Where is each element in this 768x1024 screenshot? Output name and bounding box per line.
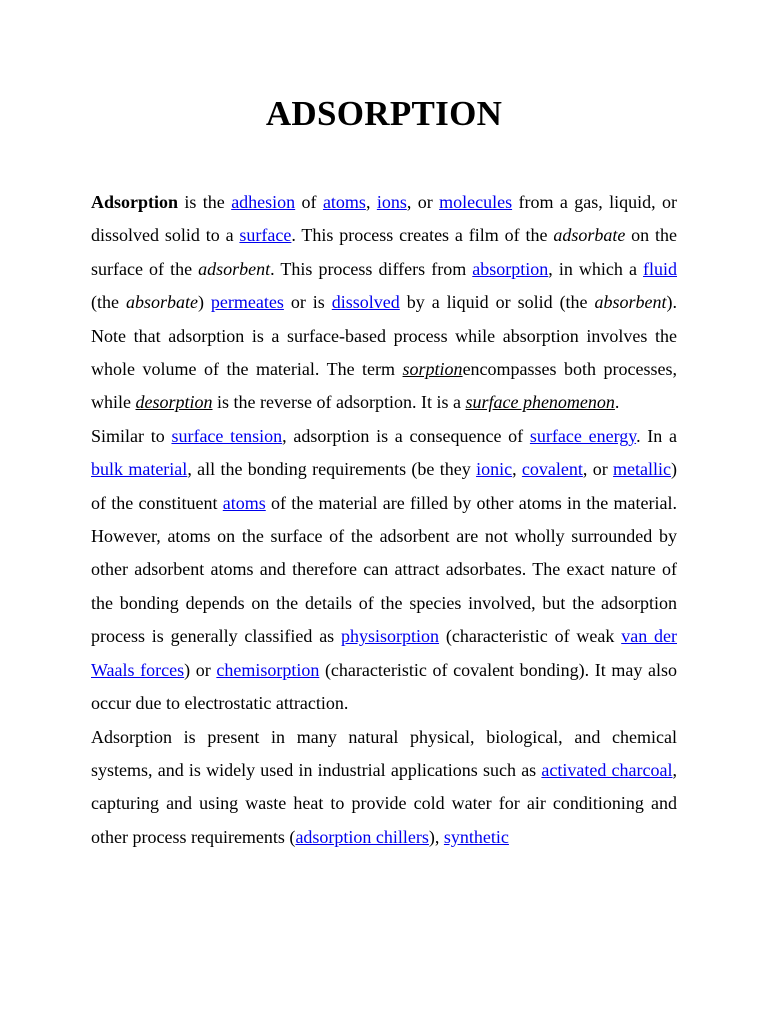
text: . This process creates a film of the [291,225,554,246]
text: , capturing and using waste heat to provide cold water for air conditioning and other process requirements ( [91,759,677,847]
link-synthetic[interactable]: synthetic [443,826,509,847]
term-desorption: desorption [135,392,213,413]
text: from a gas, liquid, or dissolved solid to a [91,192,677,246]
text: . [614,392,620,413]
term-adsorbate: adsorbate [553,225,626,246]
term-sorption: sorption [402,359,463,380]
text: is the [178,192,232,212]
text: by a liquid or solid (the [399,292,595,313]
text: or is [283,292,332,313]
text: Adsorption is present in many natural physical, biological, and chemical systems, and is widely used in industrial applications such as [91,726,677,780]
term-adsorption: Adsorption [91,192,179,212]
link-van-der-waals-forces[interactable]: van der Waals forces [91,626,677,680]
link-atoms-2[interactable]: atoms [222,492,266,513]
text: ) or [184,659,217,680]
text: of [295,192,323,212]
text: , [512,459,522,480]
link-adsorption-chillers[interactable]: adsorption chillers [295,826,429,847]
text: ) of the constituent [91,459,678,513]
paragraph-2 [91,420,677,721]
text: ). Note that adsorption is a surface-based process while absorption involves the whole volume of the material. The term [91,292,678,380]
text: (the [91,292,126,313]
paragraph-3 [91,721,677,855]
link-adhesion[interactable]: adhesion [231,192,296,212]
text: encompasses both processes, while [91,359,678,413]
text: . This process differs from [270,258,473,279]
link-covalent[interactable]: covalent [521,459,583,480]
text: , all the bonding requirements (be they [187,459,477,480]
link-surface-energy[interactable]: surface energy [529,425,637,446]
link-permeates[interactable]: permeates [210,292,284,313]
text: (characteristic of weak [439,626,622,647]
link-dissolved[interactable]: dissolved [331,292,400,313]
link-absorption[interactable]: absorption [472,258,549,279]
link-ions[interactable]: ions [376,192,407,212]
text: . In a [636,425,678,446]
link-activated-charcoal[interactable]: activated charcoal [541,759,673,780]
link-bulk-material[interactable]: bulk material [91,459,188,480]
text: , in which a [548,258,643,279]
text: Similar to [91,425,172,446]
term-adsorbent: adsorbent [198,258,271,279]
text: , adsorption is a consequence of [282,425,530,446]
link-surface-tension[interactable]: surface tension [171,425,283,446]
link-chemisorption[interactable]: chemisorption [216,659,320,680]
link-fluid[interactable]: fluid [643,258,677,279]
link-metallic[interactable]: metallic [613,459,672,480]
term-surface-phenomenon: surface phenomenon [465,392,615,413]
text: is the reverse of adsorption. It is a [212,392,466,413]
link-surface[interactable]: surface [239,225,292,246]
text: ) [197,292,211,313]
page-title: ADSORPTION [265,94,503,133]
link-molecules[interactable]: molecules [439,192,513,212]
text: , [365,192,377,212]
text: on the surface of the [91,225,678,279]
text: , or [582,459,614,480]
text: (characteristic of covalent bonding). It may also occur due to electrostatic attraction. [91,659,677,714]
article-body [91,186,677,854]
text: , or [406,192,440,212]
paragraph-1 [91,186,677,420]
link-ionic[interactable]: ionic [476,459,513,480]
term-absorbent: absorbent [594,292,667,313]
text: of the material are filled by other atoms in the material. However, atoms on the surface of the adsorbent are not wholly surrounded by other adsorbent atoms and therefore can attract adsorbates. The exact nature of the bonding depends on the details of the species involved, but the adsorption process is generally classified as [91,492,677,647]
term-absorbate: absorbate [125,292,198,313]
link-physisorption[interactable]: physisorption [341,626,440,647]
link-atoms[interactable]: atoms [322,192,366,212]
text: ), [428,826,444,847]
